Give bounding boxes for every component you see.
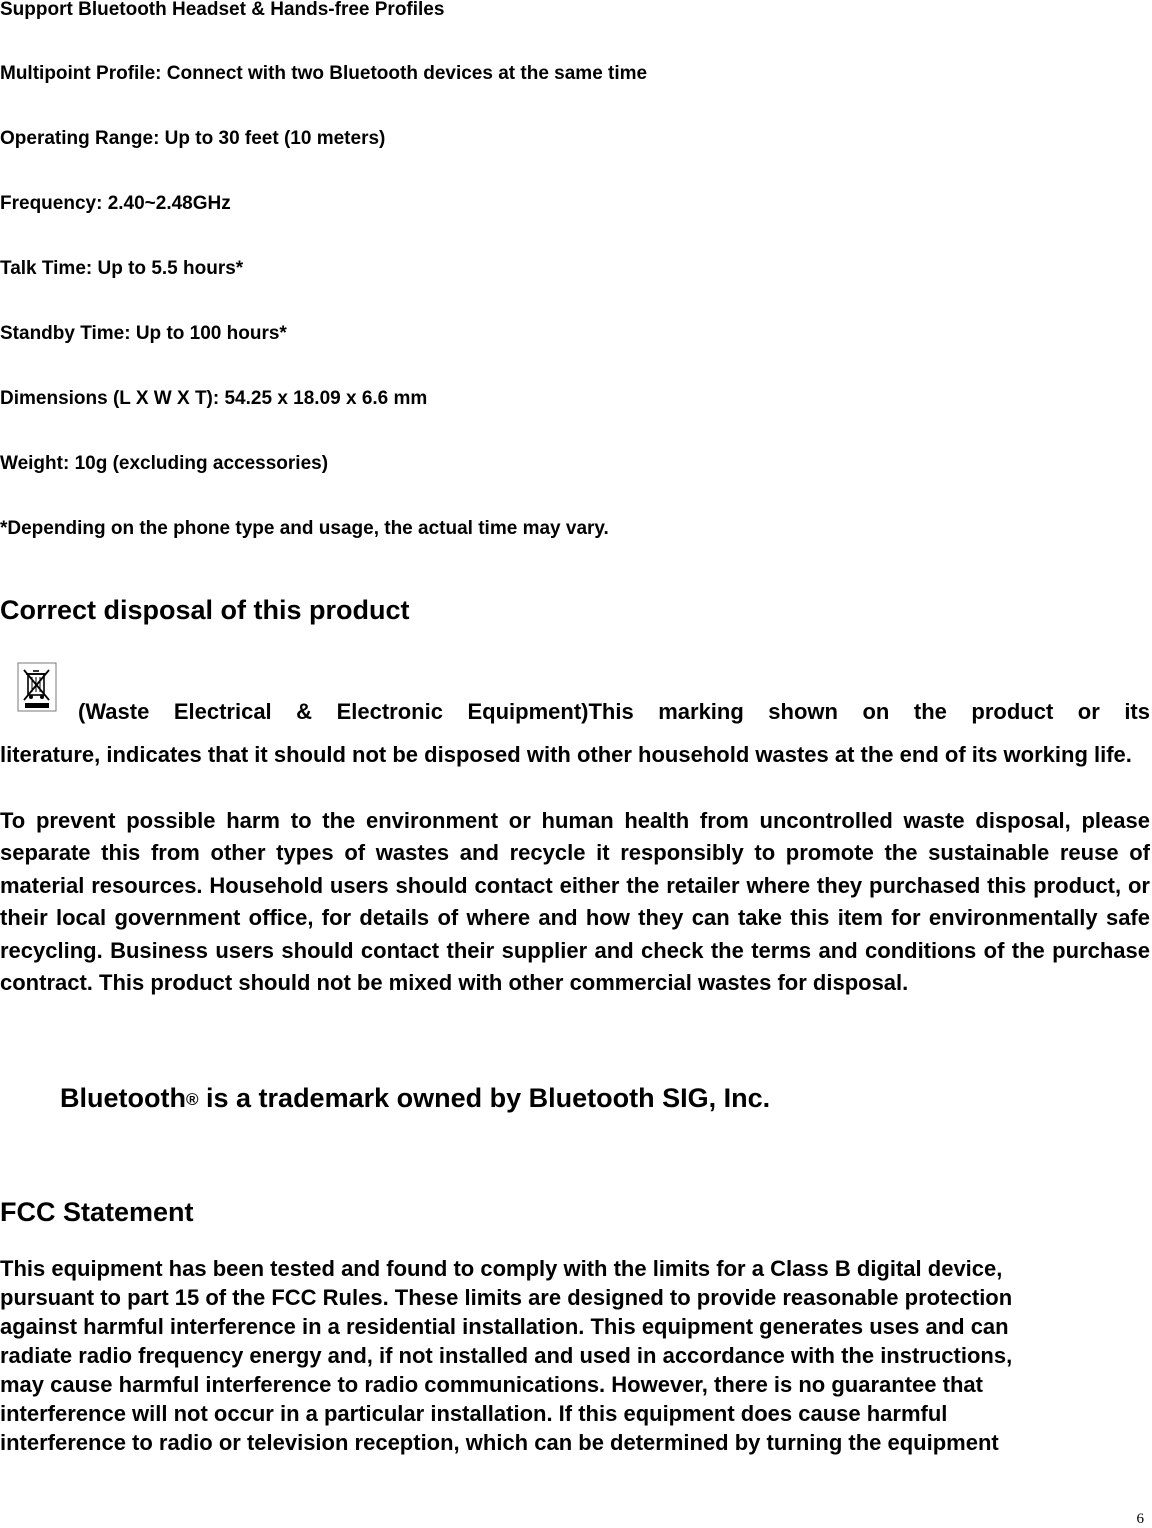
fcc-line: radiate radio frequency energy and, if not installed and used in accordance with the instructions, <box>0 1343 1013 1368</box>
spec-talk-time: Talk Time: Up to 5.5 hours* <box>0 258 244 279</box>
spec-footnote: *Depending on the phone type and usage, the actual time may vary. <box>0 518 609 539</box>
registered-symbol: ® <box>185 1090 199 1109</box>
weee-crossed-out-bin-icon <box>17 662 57 712</box>
disposal-heading: Correct disposal of this product <box>0 595 410 625</box>
trademark-brand: Bluetooth <box>60 1083 186 1113</box>
spec-standby-time: Standby Time: Up to 100 hours* <box>0 323 287 344</box>
trademark-text: is a trademark owned by Bluetooth SIG, Inc. <box>198 1083 771 1113</box>
trademark-notice <box>60 1082 770 1116</box>
fcc-line: pursuant to part 15 of the FCC Rules. These limits are designed to provide reasonable protection <box>0 1285 1013 1310</box>
spec-dimensions: Dimensions (L X W X T): 54.25 x 18.09 x 6.6 mm <box>0 388 428 409</box>
fcc-line: This equipment has been tested and found to comply with the limits for a Class B digital device, <box>0 1256 1003 1281</box>
page-number: 6 <box>1136 1511 1144 1527</box>
spec-range: Operating Range: Up to 30 feet (10 meters) <box>0 128 386 149</box>
spec-multipoint: Multipoint Profile: Connect with two Bluetooth devices at the same time <box>0 63 648 84</box>
fcc-line: against harmful interference in a residential installation. This equipment generates uses and can <box>0 1314 1009 1339</box>
fcc-line: interference to radio or television reception, which can be determined by turning the equipment <box>0 1430 999 1455</box>
weee-lead-text: (Waste Electrical & Electronic Equipment)This marking shown on the product or its <box>78 699 1150 724</box>
fcc-statement-body <box>0 1254 1150 1457</box>
fcc-line: may cause harmful interference to radio communications. However, there is no guarantee that <box>0 1372 983 1397</box>
weee-row <box>0 662 1150 724</box>
spec-profiles: Support Bluetooth Headset & Hands-free Profiles <box>0 0 445 20</box>
fcc-heading: FCC Statement <box>0 1197 194 1227</box>
spec-frequency: Frequency: 2.40~2.48GHz <box>0 193 231 214</box>
disposal-paragraph-2: To prevent possible harm to the environment or human health from uncontrolled waste disposal, please separate this from other types of wastes and recycle it responsibly to promote the sustainable reuse of material resources. Household users should contact either the retailer where they purchased this product, or their local government office, for details of where and how they can take this item for environmentally safe recycling. Business users should contact their supplier and check the terms and conditions of the purchase contract. This product should not be mixed with other commercial wastes for disposal. <box>0 808 1150 996</box>
disposal-paragraph-1: literature, indicates that it should not be disposed with other household wastes at the end of its working life. <box>0 742 1132 767</box>
spec-weight: Weight: 10g (excluding accessories) <box>0 453 329 474</box>
fcc-line: interference will not occur in a particular installation. If this equipment does cause harmful <box>0 1401 948 1426</box>
